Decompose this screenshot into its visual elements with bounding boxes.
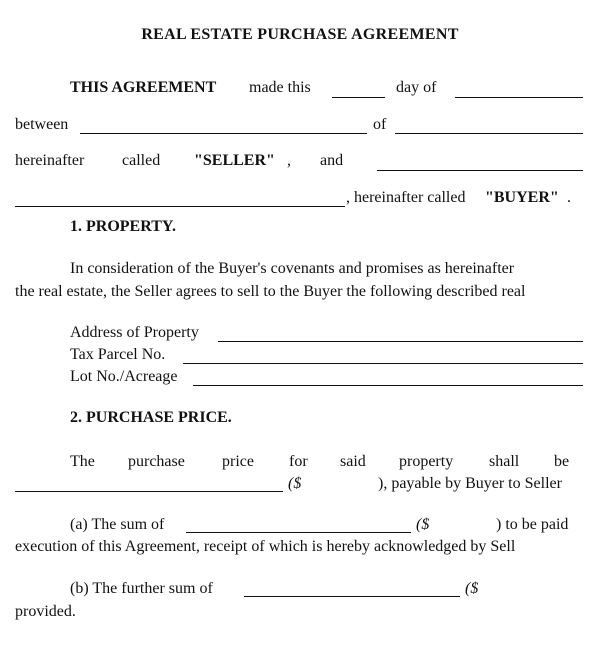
seller-address-field[interactable] xyxy=(395,133,583,134)
seller-comma: , xyxy=(287,152,291,169)
sum-a-line-2: execution of this Agreement, receipt of which is hereby acknowledged by Sell xyxy=(15,538,516,555)
price-word-3: price xyxy=(222,453,254,470)
document-title: REAL ESTATE PURCHASE AGREEMENT xyxy=(141,26,459,43)
sum-b-line-2: provided. xyxy=(15,603,76,620)
price-word-8: be xyxy=(554,453,570,470)
payable-text: ), payable by Buyer to Seller xyxy=(378,475,562,492)
seller-name-field[interactable] xyxy=(80,133,367,134)
seller-label: "SELLER" xyxy=(194,152,275,169)
price-word-4: for xyxy=(289,453,308,470)
sum-a-words-field[interactable] xyxy=(186,532,411,533)
section-1-heading: 1. PROPERTY. xyxy=(70,218,176,235)
sum-b-dollar-open: ($ xyxy=(465,580,479,597)
sum-b-words-field[interactable] xyxy=(244,596,460,597)
made-this-text: made this xyxy=(249,79,311,96)
hereinafter-called-text: , hereinafter called xyxy=(346,189,466,206)
price-word-7: shall xyxy=(489,453,520,470)
tax-parcel-field[interactable] xyxy=(183,363,583,364)
price-word-6: property xyxy=(399,453,454,470)
agreement-month-field[interactable] xyxy=(455,97,583,98)
of-text: of xyxy=(373,116,387,133)
purchase-price-dollar-open: ($ xyxy=(288,475,302,492)
agreement-day-field[interactable] xyxy=(332,97,385,98)
buyer-address-field[interactable] xyxy=(15,206,345,207)
called-text: called xyxy=(122,152,161,169)
tax-parcel-label: Tax Parcel No. xyxy=(70,346,166,363)
sum-b-label: (b) The further sum of xyxy=(70,580,213,597)
agreement-lead: THIS AGREEMENT xyxy=(70,79,217,96)
property-para-line-2: the real estate, the Seller agrees to sell to the Buyer the following described real xyxy=(15,283,526,300)
purchase-price-words-field[interactable] xyxy=(15,491,283,492)
address-of-property-field[interactable] xyxy=(218,341,583,342)
buyer-label: "BUYER" xyxy=(485,189,559,206)
price-word-2: purchase xyxy=(128,453,185,470)
address-of-property-label: Address of Property xyxy=(70,324,199,341)
sum-a-label: (a) The sum of xyxy=(70,516,165,533)
price-word-1: The xyxy=(70,453,95,470)
day-of-text: day of xyxy=(396,79,437,96)
hereinafter-text: hereinafter xyxy=(15,152,85,169)
sum-a-dollar-open: ($ xyxy=(416,516,430,533)
buyer-name-field[interactable] xyxy=(377,170,583,171)
lot-acreage-field[interactable] xyxy=(193,385,583,386)
sum-a-tail: ) to be paid xyxy=(496,516,569,533)
lot-acreage-label: Lot No./Acreage xyxy=(70,368,178,385)
and-text: and xyxy=(320,152,344,169)
between-text: between xyxy=(15,116,69,133)
property-para-line-1: In consideration of the Buyer's covenants and promises as hereinafter xyxy=(70,260,515,277)
buyer-period: . xyxy=(567,189,571,206)
section-2-heading: 2. PURCHASE PRICE. xyxy=(70,409,232,426)
price-word-5: said xyxy=(340,453,366,470)
